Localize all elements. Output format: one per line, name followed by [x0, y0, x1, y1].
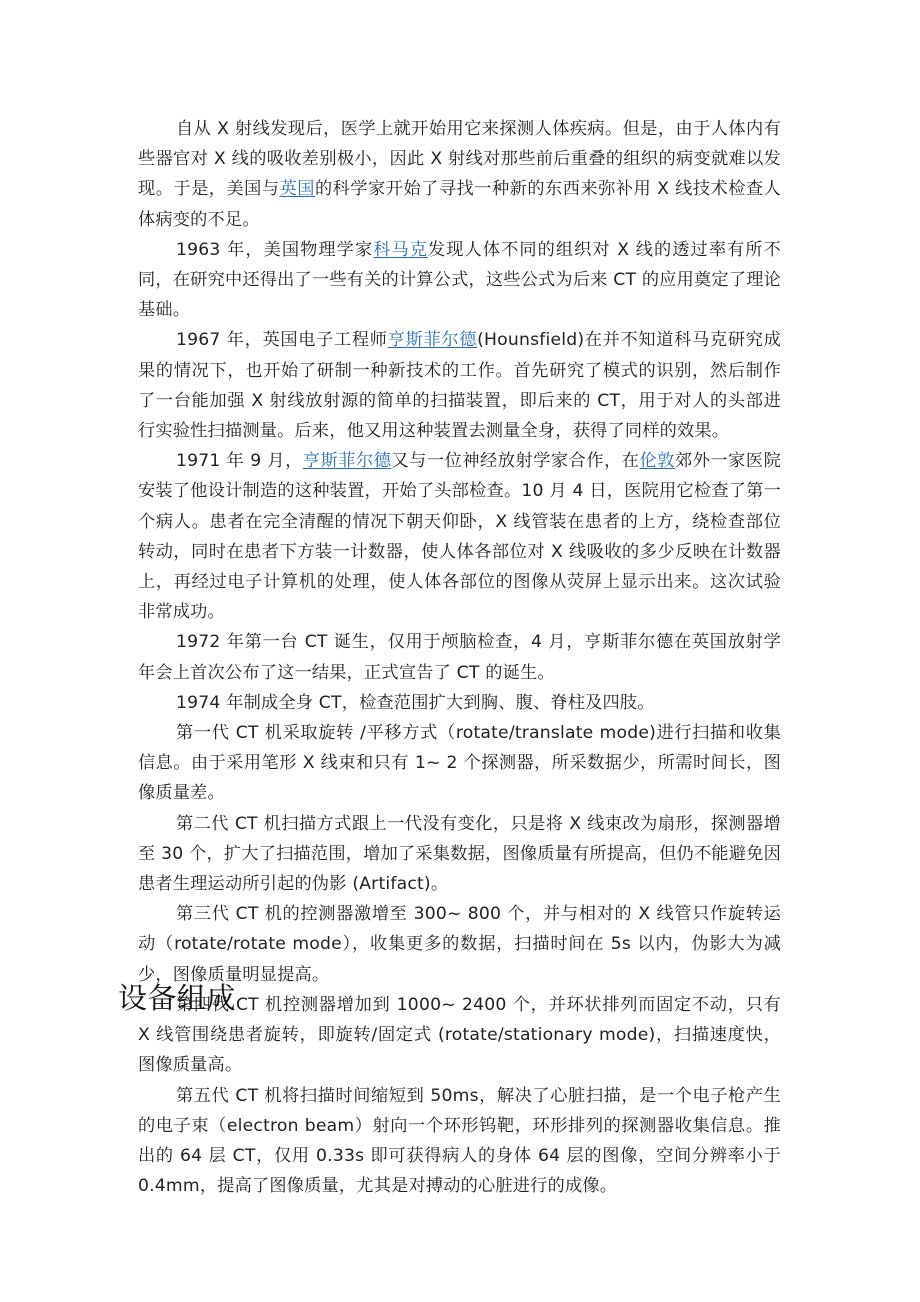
text-segment: 发现人体不同的组织对 X 线的透过率有所不同，在研究中还得出了一些有关的计算公式，这些公式为后来 CT 的应用奠定了理论基础。: [138, 239, 782, 321]
text-segment: 郊外一家医院安装了他设计制造的这种装置，开始了头部检查。10 月 4 日，医院用它检查了第一个病人。患者在完全清醒的情况下朝天仰卧，X 线管装在患者的上方，绕检查部位转动，同时在患者下方装一计数器，使人体各部位对 X 线吸收的多少反映在计数器上，再经过电子计算机的处理，使人体各部位的图像从荧屏上显示出来。这次试验非常成功。: [138, 451, 781, 623]
paragraph-1974: [138, 688, 781, 718]
text-segment: 第二代 CT 机扫描方式跟上一代没有变化，只是将 X 线束改为扇形，探测器增至 30 个，扩大了扫描范围，增加了采集数据，图像质量有所提高，但仍不能避免因患者生理运动所引起的伪影 (Artifact)。: [138, 813, 781, 895]
text-segment: 1971 年 9 月，: [176, 451, 303, 472]
text-segment: 1974 年制成全身 CT，检查范围扩大到胸、腹、脊柱及四肢。: [176, 692, 655, 713]
paragraph-second-generation: [138, 809, 781, 900]
paragraph-1967: [138, 325, 781, 446]
text-segment: 第五代 CT 机将扫描时间缩短到 50ms，解决了心脏扫描，是一个电子枪产生的电子束（electron beam）射向一个环形钨靶，环形排列的探测器收集信息。推出的 64 层 CT，仅用 0.33s 即可获得病人的身体 64 层的图像，空间分辨率小于 0.4mm，提高了图像质量，尤其是对搏动的心脏进行的成像。: [138, 1085, 781, 1197]
paragraph-1971: [138, 446, 781, 627]
text-segment: 1963 年，美国物理学家: [176, 239, 374, 260]
document-body: [138, 114, 781, 1201]
text-segment: 的科学家开始了寻找一种新的东西来弥补用 X 线技术检查人体病变的不足。: [138, 179, 781, 230]
paragraph-1972: [138, 627, 781, 687]
paragraph-first-generation: [138, 718, 781, 809]
text-segment: 第三代 CT 机的控测器激增至 300~ 800 个，并与相对的 X 线管只作旋转运动（rotate/rotate mode），收集更多的数据，扫描时间在 5s 以内，伪影大为减少，图像质量明显提高。: [138, 904, 781, 985]
link-britain[interactable]: 英国: [279, 179, 315, 200]
text-segment: 1972 年第一台 CT 诞生，仅用于颅脑检查，4 月，亨斯菲尔德在英国放射学年会上首次公布了这一结果，正式宣告了 CT 的诞生。: [138, 632, 781, 683]
text-segment: 自从 X 射线发现后，医学上就开始用它来探测人体疾病。但是，由于人体内有些器官对 X 线的吸收差别极小，因此 X 射线对那些前后重叠的组织的病变就难以发现。于是，美国与: [138, 119, 781, 200]
text-segment: 又与一位神经放射学家合作，在: [391, 451, 640, 472]
text-segment: 第一代 CT 机采取旋转 /平移方式（rotate/translate mode)进行扫描和收集信息。由于采用笔形 X 线束和只有 1~ 2 个探测器，所采数据少，所需时间长，图像质量差。: [138, 723, 781, 804]
paragraph-fifth-generation: [138, 1081, 781, 1202]
text-segment: 第四代 CT 机控测器增加到 1000~ 2400 个，并环状排列而固定不动，只有 X 线管围绕患者旋转，即旋转/固定式 (rotate/stationary mode)，扫描速度快，图像质量高。: [138, 994, 781, 1076]
paragraph-1963: [138, 235, 781, 326]
link-hounsfield[interactable]: 亨斯菲尔德: [302, 451, 392, 472]
link-cormack[interactable]: 科马克: [373, 239, 429, 260]
paragraph-intro: [138, 114, 781, 235]
text-segment: (Hounsfield)在并不知道科马克研究成果的情况下，也开始了研制一种新技术的工作。首先研究了模式的识别，然后制作了一台能加强 X 射线放射源的简单的扫描装置，即后来的 CT，用于对人的头部进行实验性扫描测量。后来，他又用这种装置去测量全身，获得了同样的效果。: [138, 330, 781, 442]
link-london[interactable]: 伦敦: [639, 451, 675, 472]
text-segment: 1967 年，英国电子工程师: [176, 330, 388, 351]
link-hounsfield[interactable]: 亨斯菲尔德: [387, 330, 478, 351]
section-heading: 设备组成: [118, 981, 237, 1015]
